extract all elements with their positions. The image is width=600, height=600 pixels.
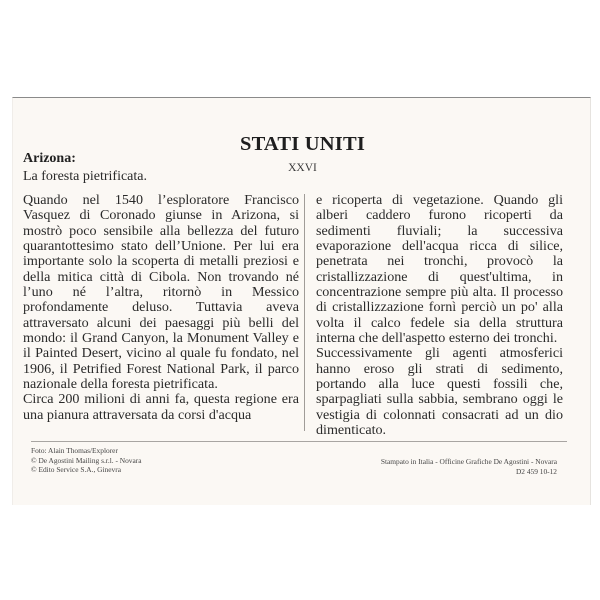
footer-divider (31, 441, 567, 442)
printer-info (381, 457, 557, 476)
credit-line: © De Agostini Mailing s.r.l. - Novara (31, 455, 142, 465)
credit-line: © Edito Service S.A., Ginevra (31, 465, 121, 475)
credit-line: Foto: Alain Thomas/Explorer (31, 446, 118, 455)
catalog-code: D2 459 10-12 (515, 466, 557, 476)
right-text-column (316, 193, 563, 439)
left-text-column (23, 193, 299, 423)
paragraph: Successivamente gli agenti atmosferici hanno eroso gli strati di sedimento, portando alla luce questi fossili che, sparpagliati sulla sabbia, sembrano oggi le vestigia di colonnati consacrati ad un dio dimenticato. (316, 345, 563, 439)
region-heading: Arizona: (23, 151, 76, 166)
printer-line: Stampato in Italia - Officine Grafiche De Agostini - Novara (380, 457, 557, 466)
card-title: STATI UNITI (239, 133, 366, 155)
card-number: XXVI (288, 162, 317, 174)
column-divider (304, 194, 305, 431)
card-subtitle: La foresta pietrificata. (23, 169, 147, 184)
paragraph: Circa 200 milioni di anni fa, questa regione era una pianura attraversata da corsi d'acqua (23, 391, 299, 423)
paragraph: e ricoperta di vegetazione. Quando gli alberi caddero furono ricoperti da sedimenti fluviali; la successiva evaporazione dell'acqua ricca di silice, penetrata nei tronchi, provocò la cristallizzazione di quest'ultima, in concentrazione sempre più alta. Il processo di cristallizzazione fornì perciò un po' alla volta il calco fedele sia della struttura interna che dell'aspetto esterno dei tronchi. (316, 192, 563, 347)
postcard-back (12, 97, 591, 505)
photo-credits (31, 446, 142, 475)
paragraph: Quando nel 1540 l’esploratore Francisco Vasquez di Coronado giunse in Arizona, si mostrò poco sensibile alla bellezza del futuro quarantottesimo stato dell’Unione. Per lui era importante solo la scoperta di metalli preziosi e della mitica città di Cibola. Non trovando né l’uno né l’altra, ritornò in Messico profondamente deluso. Tuttavia aveva attraversato alcuni dei paesaggi più belli del mondo: il Grand Canyon, la Monument Valley e il Painted Desert, vicino al quale fu fondato, nel 1906, il Petrified Forest National Park, il parco nazionale della foresta pietrificata. (23, 192, 299, 393)
